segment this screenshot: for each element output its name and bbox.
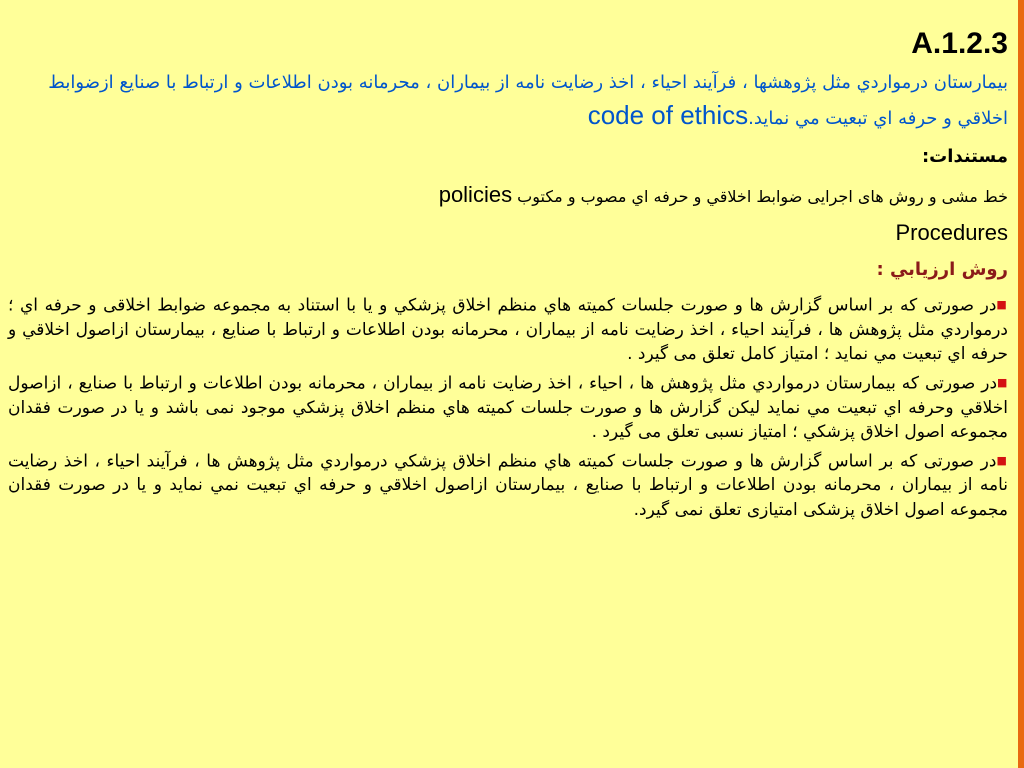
criterion-2-text: در صورتی که بيمارستان درمواردي مثل پژوهش ها ، احياء ، اخذ رضايت نامه از بيماران ، محرمانه بودن اطلاعات و ارتباط با صنايع ، ازاصول اخلاقي وحرفه اي تبعيت مي نمايد ليكن گزارش ها و صورت جلسات كميته هاي منظم اخلاق پزشكي موجود نمی باشد و يا در صورت فقدان مجموعه اصول اخلاق پزشكي ؛ امتیاز نسبی تعلق می گیرد .	[8, 373, 1008, 442]
criterion-1	[8, 293, 1008, 367]
documents-line-1-latin: policies	[438, 182, 513, 207]
documents-line-1	[8, 177, 1008, 215]
slide-content	[8, 22, 1008, 522]
square-bullet-icon: ■	[996, 453, 1008, 467]
documents-line-1-text: خط مشی و روش های اجرایی ضوابط اخلاقي و حرفه اي مصوب و مكتوب	[517, 187, 1008, 206]
accent-bar	[1018, 0, 1024, 768]
criterion-3	[8, 449, 1008, 523]
square-bullet-icon: ■	[997, 375, 1008, 389]
standard-text-body: بيمارستان درمواردي مثل پژوهشها ، فرآيند احياء ، اخذ رضايت نامه از بيماران ، محرمانه بودن اطلاعات و ارتباط با صنايع ازضوابط اخلاقي و حرفه اي تبعيت مي نمايد.	[48, 72, 1008, 129]
standard-text-latin: code of ethics	[587, 100, 749, 130]
criterion-3-text: در صورتی که بر اساس گزارش ها و صورت جلسات كميته هاي منظم اخلاق پزشكي درمواردي مثل پژوهش ها ، فرآيند احياء ، اخذ رضايت نامه از بيماران ، محرمانه بودن اطلاعات و ارتباط با صنايع ، بيمارستان ازاصول اخلاقي و حرفه اي تبعيت نمي نمايد و يا در صورت فقدان مجموعه اصول اخلاق پزشکی امتیازی تعلق نمی گیرد.	[8, 450, 1008, 520]
standard-text	[8, 66, 1008, 135]
criterion-1-text: در صورتی که بر اساس گزارش ها و صورت جلسات كميته هاي منظم اخلاق پزشكي و يا با استناد به مجموعه ضوابط اخلاقی و حرفه اي ؛ درمواردي مثل پژوهش ها ، فرآيند احياء ، اخذ رضايت نامه از بيماران ، محرمانه بودن اطلاعات و ارتباط با صنايع ، بيمارستان ازاصول اخلاقي و حرفه اي تبعيت مي نمايد ؛ امتیاز کامل تعلق می گیرد .	[8, 295, 1008, 365]
criterion-2	[8, 371, 1008, 445]
documents-line-2: Procedures	[895, 220, 1008, 245]
square-bullet-icon: ■	[996, 298, 1008, 311]
method-heading: روش ارزيابي :	[876, 259, 1008, 280]
standard-code: A.1.2.3	[911, 27, 1008, 60]
documents-heading: مستندات:	[921, 146, 1008, 167]
